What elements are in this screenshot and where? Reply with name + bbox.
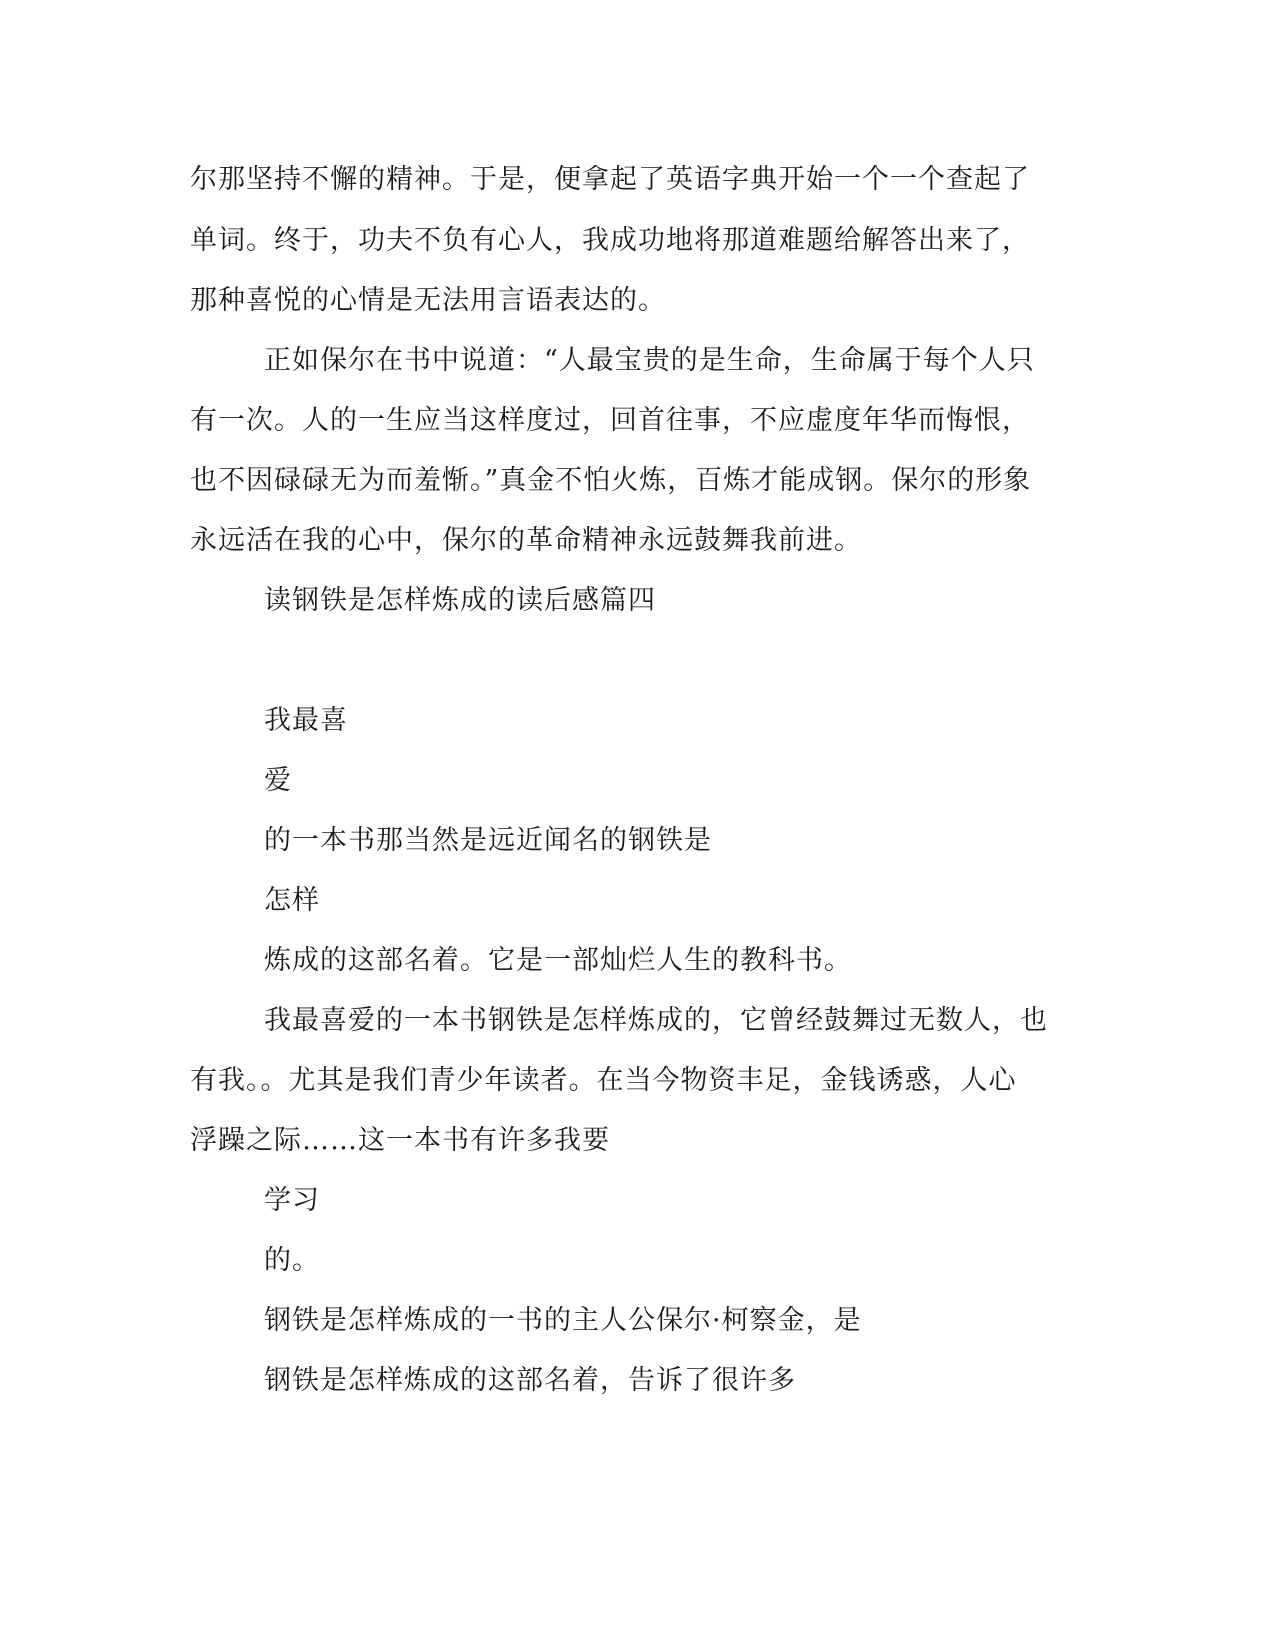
text-line: 也不因碌碌无为而羞惭。”真金不怕火炼，百炼才能成钢。保尔的形象 [190, 465, 1032, 496]
text-line: 我最喜爱的一本书钢铁是怎样炼成的，它曾经鼓舞过无数人，也 [264, 1005, 1048, 1036]
section-heading: 读钢铁是怎样炼成的读后感篇四 [264, 585, 656, 616]
text-line: 的一本书那当然是远近闻名的钢铁是 [264, 825, 712, 856]
text-line: 浮躁之际……这一本书有许多我要 [190, 1125, 610, 1156]
text-line: 单词。终于，功夫不负有心人，我成功地将那道难题给解答出来了， [190, 225, 1030, 256]
text-line: 钢铁是怎样炼成的这部名着，告诉了很许多 [264, 1365, 796, 1396]
text-line: 有一次。人的一生应当这样度过，回首往事，不应虚度年华而悔恨， [190, 405, 1030, 436]
text-line: 尔那坚持不懈的精神。于是，便拿起了英语字典开始一个一个查起了 [190, 164, 1030, 195]
text-line: 炼成的这部名着。它是一部灿烂人生的教科书。 [264, 945, 852, 976]
text-line: 那种喜悦的心情是无法用言语表达的。 [190, 285, 666, 316]
text-line: 我最喜 [264, 705, 348, 736]
text-line: 怎样 [264, 885, 320, 916]
text-line: 的。 [264, 1245, 320, 1276]
text-line: 有我。。尤其是我们青少年读者。在当今物资丰足，金钱诱惑，人心 [190, 1065, 1017, 1096]
text-line: 正如保尔在书中说道：“人最宝贵的是生命，生命属于每个人只 [264, 345, 1035, 376]
text-line: 学习 [264, 1185, 320, 1216]
text-line: 永远活在我的心中，保尔的革命精神永远鼓舞我前进。 [190, 525, 862, 556]
text-line: 钢铁是怎样炼成的一书的主人公保尔·柯察金，是 [264, 1305, 862, 1336]
text-line: 爱 [264, 765, 292, 796]
